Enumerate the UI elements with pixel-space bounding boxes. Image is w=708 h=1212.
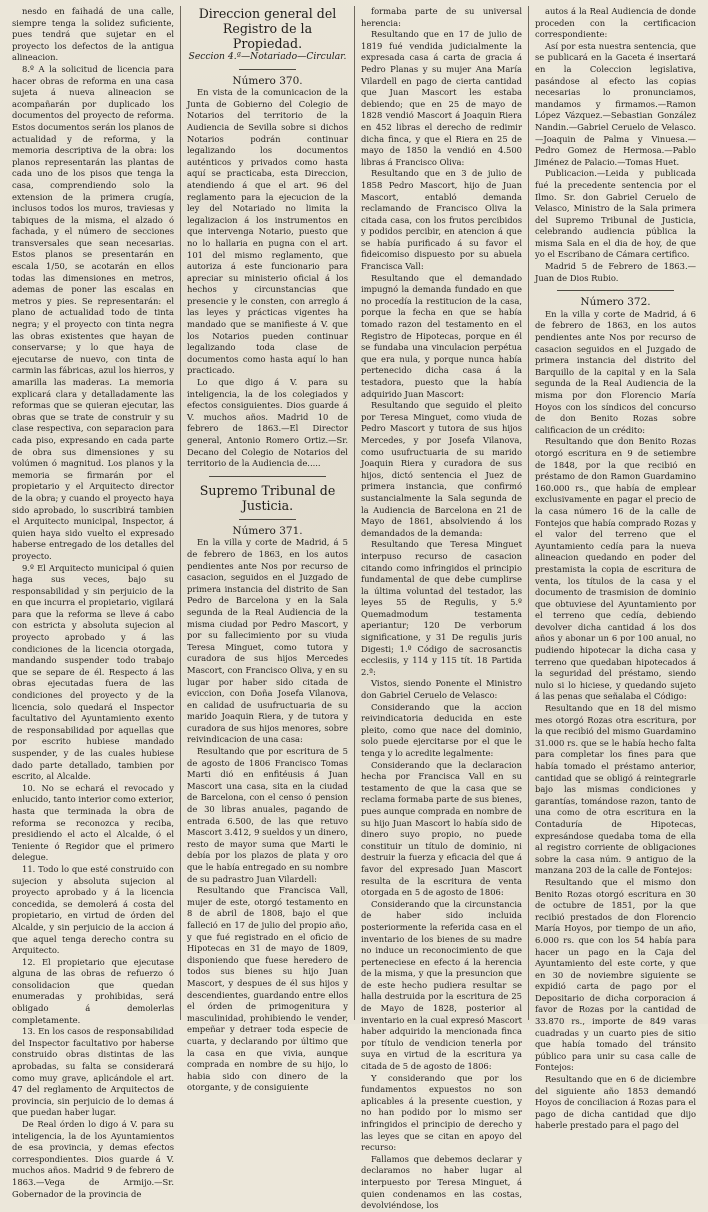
number-heading: Número 370. xyxy=(232,74,303,87)
column-3 xyxy=(354,6,528,1211)
divider xyxy=(209,476,326,477)
paragraph: Resultando que en 17 de julio de 1819 fué vendida judicialmente la expresada casa á carta de gracia á Pedro Planas y su mujer Ana María Vilardell en pago de cierta cantidad que Juan Mascort les estaba debiendo; que en 25 de mayo de 1828 vendió Mascort á Joaquin Riera en 452 libras el derecho de redimir dicha finca, y que el Riera en 25 de mayo de 1850 la vendió en 4.500 libras á Francisco Oliva: xyxy=(361,29,522,167)
section-title: Supremo Tribunal de Justicia. xyxy=(199,482,336,513)
paragraph: Considerando que la accion reivindicatoria deducida en este pleito, como que nace del dominio, solo puede ejercitarse por el que le tenga y lo acredite legalmente: xyxy=(361,701,522,758)
paragraph: Fallamos que debemos declarar y declaramos no haber lugar al interpuesto por Teresa Minguet, á quien condenamos en las costas, devolviéndose, los xyxy=(361,1153,522,1211)
paragraph: Resultando que Teresa Minguet interpuso recurso de casacion citando como infringidos el principio fundamental de que debe cumplirse la última voluntad del testador, las leyes 55 de Regulis, y 5.º Quemadmodum testamenta aperiantur; 120 De verborum significatione, y 31 De regulis juris Digesti; 1.º Código de sacrosanctis ecclesiis, y 114 y 115 tít. 18 Partida 2.ª: xyxy=(361,539,522,677)
paragraph: 10. No se echará el revocado y enlucido, tanto interior como exterior, hasta que terminada la obra de reforma se reconozca y reciba, presidiendo el acto el Alcalde, ó el Teniente ó Regidor que el primero delegue. xyxy=(12,782,174,863)
paragraph: En la villa y corte de Madrid, á 5 de febrero de 1863, en los autos pendientes ante Nos por recurso de casacion, seguidos en el Juzgado de primera instancia del distrito de San Pedro de Barcelona y en la Sala segunda de la Real Audiencia de la misma ciudad por Pedro Mascort, y por su fallecimiento por su viuda Teresa Minguet, como tutora y curadora de sus hijos Mercedes Mascort, con Francisco Oliva, y en su lugar por haber sido citada de eviccion, con Doña Josefa Vilanova, en calidad de usufructuaria de su marido Joaquin Riera, y de tutora y curadora de sus hijos menores, sobre reivindicacion de una casa: xyxy=(187,537,348,745)
paragraph: En vista de la comunicacion de la Junta de Gobierno del Colegio de Notarios del territorio de la Audiencia de Sevilla sobre si dichos Notarios podrán continuar legalizando los documentos auténticos y privados como hasta aquí se practicaba, esta Direccion, atendiendo á que el art. 96 del reglamento para la ejecucion de la ley del Notariado no limita la legalizacion á los instrumentos en que intervenga Notario, puesto que no lo hallaria en pugna con el art. 101 del mismo reglamento, que autoriza á este funcionario para apreciar su ministerio oficial á los hechos y circunstancias que presencie y le consten, con arreglo á las leyes y prácticas vigentes ha mandado que se manifieste á V. que los Notarios pueden continuar legalizando toda clase de documentos como hasta aquí lo han practicado. xyxy=(187,87,348,376)
paragraph: autos á la Real Audiencia de donde proceden con la certificacion correspondiente: xyxy=(535,6,696,40)
paragraph: Resultando que en 6 de diciembre del siguiente año 1853 demandó Hoyos de conciliacion á Rozas para el pago de dicha cantidad que dijo haberle prestado para el pago del xyxy=(535,1074,696,1131)
column-1 xyxy=(6,6,180,1199)
number-heading: Número 371. xyxy=(232,524,303,537)
column-4 xyxy=(528,6,702,1131)
paragraph: Resultando que en 3 de julio de 1858 Pedro Mascort, hijo de Juan Mascort, entabló demanda reclamando de Francisco Oliva la citada casa, con los frutos percibidos y podidos percibir, en atencion á que se había purificado á su favor el fideicomiso dispuesto por su abuela Francisca Vall: xyxy=(361,168,522,272)
paragraph: Resultando que el mismo don Benito Rozas otorgó escritura en 30 de octubre de 1851, por la que recibió prestados de don Florencio María Hoyos, por tiempo de un año, 6.000 rs. que con los 54 había para hacer un pago en la Caja del Ayuntamiento del este corte, y que en 30 de noviembre siguiente se expidió carta de pago por el Depositario de dicha corporacion á favor de Rozas por la cantidad de 33.870 rs., importe de 849 varas cuadradas y un cuarto pies de sitio que había tomado del tránsito público para unir su casa calle de Fontejos: xyxy=(535,876,696,1073)
column-layout xyxy=(6,6,702,1211)
divider xyxy=(557,290,674,291)
paragraph: Resultando que seguido el pleito por Teresa Minguet, como viuda de Pedro Mascort y tutora de sus hijos Mercedes, y por Josefa Vilanova, como usufructuaria de su marido Joaquin Riera y curadora de sus hijos, dictó sentencia el Juez de primera instancia, que confirmó sustancialmente la Sala segunda de la Audiencia de Barcelona en 21 de Mayo de 1861, absolviendo á los demandados de la demanda: xyxy=(361,400,522,538)
paragraph: 8.º A la solicitud de licencia para hacer obras de reforma en una casa sujeta á nueva alineacion se acompañarán por duplicado los documentos del proyecto de reforma. Estos documentos serán los planos de actualidad y de reforma, y la memoria descriptiva de la obra: los planos representarán las plantas de cada uno de los pisos que tenga la casa, comprendiendo solo la extension de la primera crugía, inclusos todos los muros, traviesas y tabiques de la misma, el alzado ó fachada, y el número de secciones transversales que sean necesarias. Estos planos se presentarán en escala 1/50, se acotarán en ellos todas las dimensiones en metros, ademas de poner las escalas en metros y pies. Se representarán: el plano de actualidad todo de tinta negra; y el proyecto con tinta negra las obras existentes que hayan de conservarse; y lo que haya de ejecutarse de nuevo, con tinta de carmin las fábricas, azul los hierros, y amarilla las maderas. La memoria explicará clara y detalladamente las reformas que se quieran ejecutar, las obras que se trate de construir y su clase respectiva, con separacion para cada piso, expresando en cada parte de obra sus dimensiones y su volúmen ó magnitud. Los planos y la memoria se firmarán por el propietario y el Arquitecto director de la obra; y cuando el proyecto haya sido aprobado, lo suscribirá tambien el Arquitecto municipal, Inspector, á quien haya sido vuelto el expresado haberse entregado de los detalles del proyecto. xyxy=(12,63,174,561)
paragraph: Resultando que en 18 del mismo mes otorgó Rozas otra escritura, por la que recibió del mismo Guardamino 31.000 rs. que se le había hecho falta para completar los fines para que había tomado el préstamo anterior, cantidad que se obligó á reintegrarle bajo las mismas condiciones y garantías, tomándose razon, tanto de una como de otra escritura en la Contaduría de Hipotecas, expresándose quedaba toma de ella al registro corriente de obligaciones sobre la casa núm. 9 antiguo de la manzana 203 de la calle de Fontejos: xyxy=(535,703,696,876)
section-subtitle: Seccion 4.ª—Notariado—Circular. xyxy=(188,51,347,62)
paragraph: Vistos, siendo Ponente el Ministro don Gabriel Ceruelo de Velasco: xyxy=(361,678,522,701)
paragraph: En la villa y corte de Madrid, á 6 de febrero de 1863, en los autos pendientes ante Nos por recurso de casacion seguidos en el Juzgado de primera instancia del distrito del Barquillo de la capital y en la Sala segunda de la Real Audiencia de la misma por don Florencio María Hoyos con los síndicos del concurso de don Benito Rozas sobre calificacion de un crédito: xyxy=(535,308,696,435)
paragraph: Considerando que la declaracion hecha por Francisca Vall en su testamento de que la casa que se reclama formaba parte de sus bienes, pues aunque comprada en nombre de su hijo Juan Mascort lo había sido de dinero suyo propio, no puede constituir un título de dominio, ni destruir la fuerza y eficacia del que á favor del expresado Juan Mascort resulta de la escritura de venta otorgada en 5 de agosto de 1806: xyxy=(361,759,522,898)
date-signature: Madrid 5 de Febrero de 1863.—Juan de Dios Rubio. xyxy=(535,261,696,283)
paragraph: Resultando que el demandado impugnó la demanda fundado en que no procedía la restitucion de la casa, porque la fecha en que se había tomado razon del testamento en el Registro de Hipotecas, porque en él se fundaba una vinculacion perpétua que era nula, y porque nunca había pertenecido dicha casa á la testadora, puesto que la había adquirido Juan Mascort: xyxy=(361,272,522,399)
paragraph: Resultando que don Benito Rozas otorgó escritura en 9 de setiembre de 1848, por la que recibió en préstamo de don Ramon Guardamino 160.000 rs., que había de emplear exclusivamente en pagar el precio de la casa número 16 de la calle de Fontejos que había comprado Rozas y el valor del terreno que el Ayuntamiento cedía para la nueva alineacion quedando en poder del prestamista la copia de escritura de venta, los títulos de la casa y el documento de trasmision de dominio que obtuviese del Ayuntamiento por el terreno que cedía, debiendo devolver dicha cantidad á los dos años y abonar un 6 por 100 anual, no pudiendo hipotecar la dicha casa y terreno que quedaban hipotecados á la seguridad del préstamo, siendo nulo si lo hiciese, y quedando sujeto á las penas que señalaba el Código: xyxy=(535,436,696,702)
paragraph: Así por esta nuestra sentencia, que se publicará en la Gaceta é insertará en la Coleccion legislativa, pasándose al efecto las copias necesarias lo pronunciamos, mandamos y firmamos.—Ramon López Vázquez.—Sebastian González Nandin.—Gabriel Ceruelo de Velasco.—Joaquin de Palma y Vinuesa.—Pedro Gomez de Hermosa.—Pablo Jiménez de Palacio.—Tomas Huet. xyxy=(535,40,696,167)
paragraph: formaba parte de su universal herencia: xyxy=(361,6,522,28)
paragraph: Y considerando que por los fundamentos expuestos no son aplicables á la presente cuestion, y no han podido por lo mismo ser infringidos el principio de derecho y las leyes que se citan en apoyo del recurso: xyxy=(361,1072,522,1153)
paragraph: Considerando que la circunstancia de haber sido incluida posteriormente la referida casa en el inventario de los bienes de su madre no induce un reconocimiento de que perteneciese en efecto á la herencia de la misma, y que la presuncion que de este hecho pudiera resultar se halla destruida por la escritura de 25 de Mayo de 1828, posterior al inventario en la cual expresó Mascort haber adquirido la mencionada finca por título de vendicion tenerla por suya en virtud de la escritura ya citada de 5 de agosto de 1806: xyxy=(361,898,522,1072)
paragraph: Lo que digo á V. para su inteligencia, la de los colegiados y efectos consiguientes. Dios guarde á V. muchos años. Madrid 10 de febrero de 1863.—El Director general, Antonio Romero Ortiz.—Sr. Decano del Colegio de Notarios del territorio de la Audiencia de..... xyxy=(187,377,348,469)
paragraph: 11. Todo lo que esté construido con sujecion y absoluta sujecion al proyecto aprobado y á la licencia concedida, se demolerá á costa del propietario, en virtud de órden del Alcalde, y sin perjuicio de la accion á que aquel tenga derecho contra su Arquitecto. xyxy=(12,863,174,956)
paragraph: 12. El propietario que ejecutase alguna de las obras de refuerzo ó consolidacion que quedan enumeradas y prohibidas, será obligado á demolerlas completamente. xyxy=(12,956,174,1025)
paragraph: 9.º El Arquitecto municipal ó quien haga sus veces, bajo su responsabilidad y sin perjuicio de la en que incurra el propietario, vigilará para que la reforma se lleve á cabo con estricta y absoluta sujecion al proyecto aprobado y á las condiciones de la licencia otorgada, mandando suspender todo trabajo que se separe de él. Respecto á las obras ejecutadas fuera de las condiciones del proyecto y de la licencia, solo quedará el Inspector facultativo del Ayuntamiento exento de responsabilidad por aquellas que por escrito hubiese mandado suspender, y de las cuales hubiese dado parte detallado, tambien por escrito, al Alcalde. xyxy=(12,562,174,782)
divider xyxy=(239,519,296,520)
paragraph: 13. En los casos de responsabilidad del Inspector facultativo por haberse construido obras distintas de las aprobadas, su falta se considerará como muy grave, aplicándole el art. 47 del reglamento de Arquitectos de provincia, sin perjuicio de lo demas á que puedan haber lugar. xyxy=(12,1026,174,1118)
paragraph: Publicacion.—Leida y publicada fué la precedente sentencia por el Ilmo. Sr. don Gabriel Ceruelo de Velasco, Ministro de la Sala primera del Supremo Tribunal de Justicia, celebrando audiencia pública la misma Sala en el dia de hoy, de que yo el Escribano de Cámara certifico. xyxy=(535,168,696,260)
paragraph: nesdo en faihadá de una calle, siempre tenga la solidez suficiente, pues tendrá que sujetar en el proyecto los defectos de la antigua alineacion. xyxy=(12,6,174,63)
section-title: Direccion general del Registro de la Propiedad. xyxy=(198,6,337,51)
divider xyxy=(239,69,296,70)
paragraph: De Real órden lo digo á V. para su inteligencia, la de los Ayuntamientos de esa provincia, y demas efectos correspondientes. Dios guarde á V. muchos años. Madrid 9 de febrero de 1863.—Vega de Armijo.—Sr. Gobernador de la provincia de xyxy=(12,1119,174,1199)
paragraph: Resultando que Francisca Vall, mujer de este, otorgó testamento en 8 de abril de 1808, bajo el que falleció en 17 de julio del propio año, y que fué registrado en el oficio de Hipotecas en 31 de mayo de 1809, disponiendo que fuese heredero de todos sus bienes su hijo Juan Mascort, y despues de él sus hijos y descendientes, guardando entre ellos el órden de primogenitura y masculinidad, prohibiendo le vender, empeñar y detraer toda especie de cuarta, y declarando por último que la casa en que vivia, aunque comprada en nombre de su hijo, lo habia sido con dinero de la otorgante, y de consiguiente xyxy=(187,885,348,1093)
column-2 xyxy=(180,6,354,1093)
number-heading: Número 372. xyxy=(580,296,651,309)
paragraph: Resultando que por escritura de 5 de agosto de 1806 Francisco Tomas Marti dió en enfitéusis á Juan Mascort una casa, sita en la ciudad de Barcelona, con el censo ó pension de 30 libras anuales, pagando de entrada 6.500, de las que retuvo Mascort 3.412, 9 sueldos y un dinero, resto de mayor suma que Marti le debía por los plazos de plata y oro que le había entregado en su nombre de su padrastro Juan Vilardell: xyxy=(187,746,348,884)
